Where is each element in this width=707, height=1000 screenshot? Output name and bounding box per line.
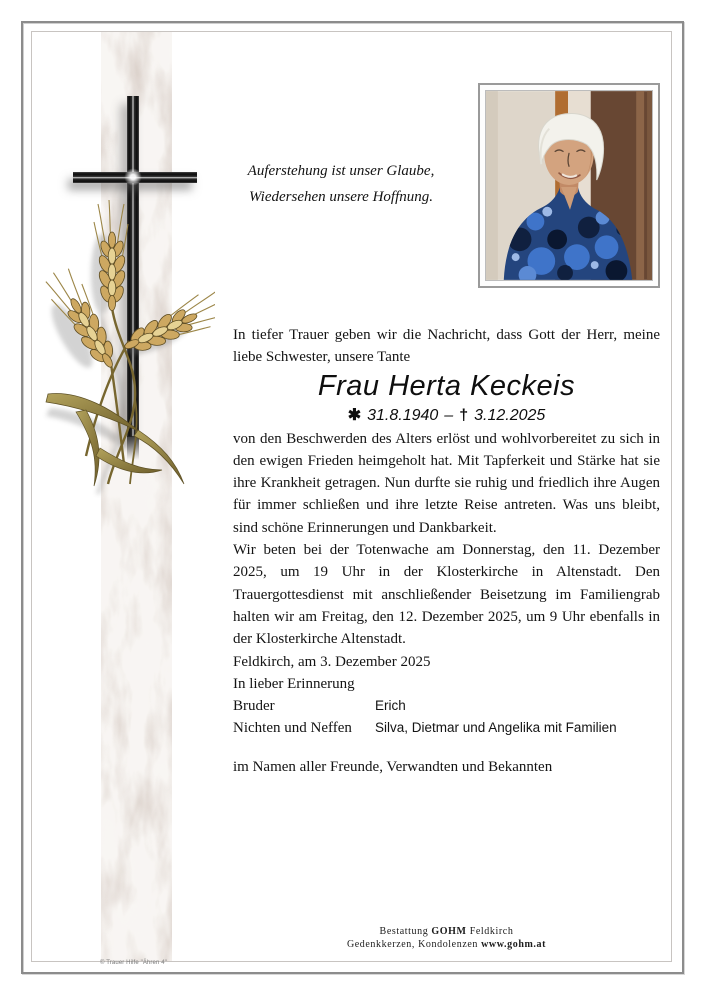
funeral-home-line: Bestattung GOHM Feldkirch: [379, 926, 514, 937]
funeral-home-footer: [233, 926, 660, 951]
deceased-name: Frau Herta Keckeis: [317, 369, 576, 402]
dates-separator: –: [444, 406, 454, 424]
born-date: 31.8.1940: [367, 406, 439, 424]
mourner-names: Silva, Dietmar und Angelika mit Familien: [375, 720, 617, 736]
announcement-text: [233, 324, 660, 778]
mourner-relation: Bruder: [233, 698, 275, 715]
mourner-names: Erich: [375, 698, 406, 714]
died-date: 3.12.2025: [474, 406, 546, 424]
mourner-relation: Nichten und Neffen: [233, 720, 352, 737]
brand-name: GOHM: [431, 926, 467, 937]
website: www.gohm.at: [481, 938, 547, 950]
condolence-line: Gedenkkerzen, Kondolenzen www.gohm.at: [346, 938, 547, 950]
quote-line-1: Auferstehung ist unser Glaube,: [247, 163, 435, 179]
place-dateline: Feldkirch, am 3. Dezember 2025: [233, 653, 431, 670]
died-symbol: †: [459, 406, 469, 424]
portrait-photo: [485, 90, 653, 281]
closing-line: im Namen aller Freunde, Verwandten und Bekannten: [233, 758, 553, 775]
wheat-ears-icon: [40, 198, 215, 498]
portrait-photo-frame: [478, 83, 660, 288]
cross-highlight: [123, 167, 143, 187]
copyright-note: © Trauer Hilfe "Ähren 4": [100, 960, 167, 966]
remembrance-line: In lieber Erinnerung: [233, 675, 355, 692]
quote-line-2: Wiedersehen unsere Hoffnung.: [249, 189, 433, 205]
mourners-list: [233, 695, 660, 740]
obituary-paragraph-1: von den Beschwerden des Alters erlöst und wohlvorbereitet zu sich in den ewigen Frieden heimgeholt hat. Mit Tapferkeit und Stärke hat sie ihre Krankheit getragen. Nun durfte sie ruhig und friedlich ihre Augen für immer schließen und ihre letzte Reise antreten. Was uns bleibt, sind schöne Erinnerungen und Dankbarkeit.: [233, 430, 660, 536]
obituary-paragraph-2: Wir beten bei der Totenwache am Donnerstag, den 11. Dezember 2025, um 19 Uhr in der Klosterkirche in Altenstadt. Den Trauergottesdienst mit anschließender Beisetzung im Familiengrab halten wir am Freitag, den 12. Dezember 2025, um 9 Uhr ebenfalls in der Klosterkirche Altenstadt.: [233, 542, 660, 648]
quote: [238, 158, 444, 210]
born-symbol: ✱: [347, 406, 362, 424]
intro-text: In tiefer Trauer geben wir die Nachricht, dass Gott der Herr, meine liebe Schwester, unsere Tante: [233, 327, 660, 366]
life-dates: [233, 404, 660, 428]
